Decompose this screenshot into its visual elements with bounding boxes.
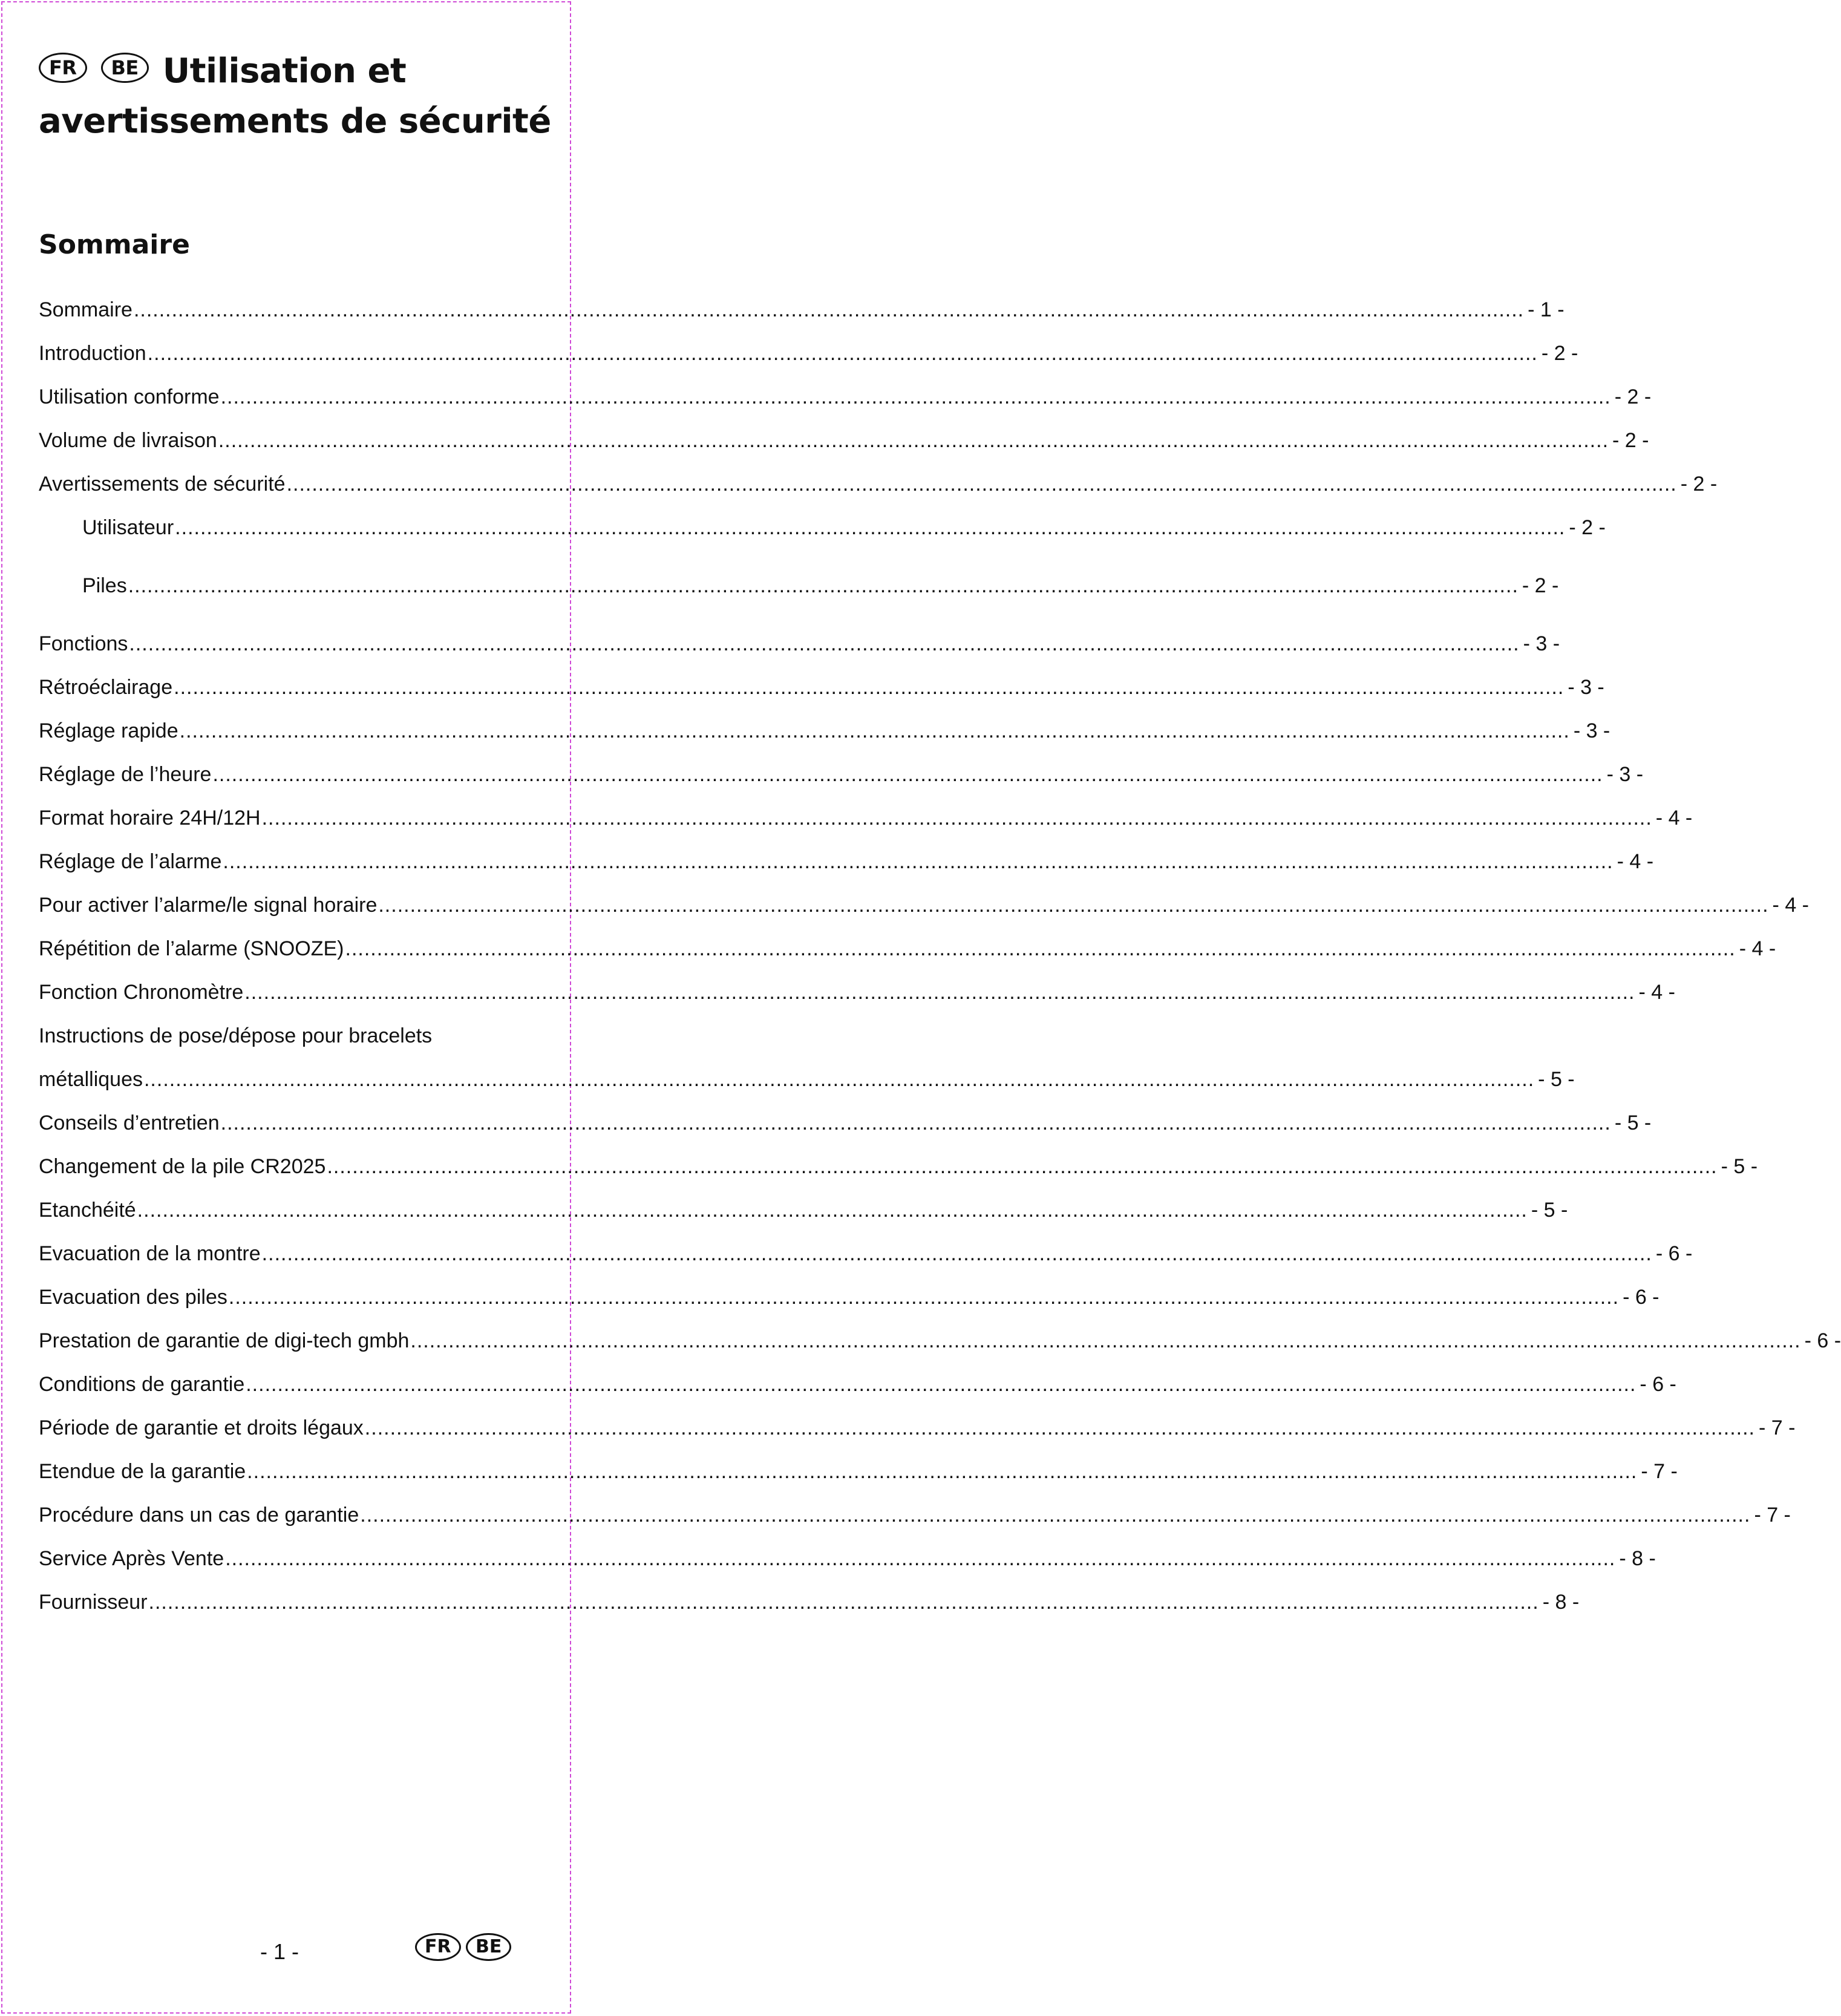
toc-page-number: - 2 -	[1680, 473, 1718, 496]
footer-badge-be: BE	[466, 1933, 511, 1961]
toc-page-number: - 2 -	[1541, 342, 1578, 365]
toc-entry	[39, 568, 1559, 604]
toc-page-number: - 2 -	[1569, 516, 1606, 539]
toc-entry	[39, 843, 1654, 880]
toc-page-number: - 4 -	[1655, 807, 1693, 830]
toc-page-number: - 3 -	[1568, 676, 1604, 699]
toc-page-number: - 5 -	[1614, 1111, 1652, 1134]
toc-leader-dots: ............................................................................................................................................................................................................................	[225, 1547, 1616, 1570]
language-badge-fr: FR	[39, 53, 87, 83]
toc-entry-text: Instructions de pose/dépose pour bracelets	[39, 1024, 433, 1047]
toc-page-number: - 3 -	[1523, 632, 1560, 655]
toc-entry	[39, 509, 1606, 546]
toc-entry	[39, 1148, 1758, 1185]
toc-page-number: - 2 -	[1612, 429, 1649, 452]
toc-leader-dots: ............................................................................................................................................................................................................................	[246, 1373, 1637, 1396]
toc-leader-dots: ............................................................................................................................................................................................................................	[148, 1591, 1539, 1614]
toc-page-number: - 2 -	[1614, 385, 1652, 408]
toc-entry	[39, 713, 1610, 749]
toc-entry	[39, 466, 1718, 502]
toc-page-number: - 7 -	[1758, 1416, 1796, 1439]
toc-entry	[39, 1192, 1568, 1228]
toc-page-number: - 6 -	[1623, 1286, 1660, 1309]
toc-leader-dots: ............................................................................................................................................................................................................................	[147, 342, 1538, 365]
toc-page-number: - 4 -	[1772, 894, 1809, 917]
toc-entry-text: Période de garantie et droits légaux	[39, 1416, 364, 1439]
toc-page-number: - 3 -	[1606, 763, 1644, 786]
toc-entry-text: Changement de la pile CR2025	[39, 1155, 326, 1178]
toc-entry-text: Fonction Chronomètre	[39, 981, 244, 1004]
toc-leader-dots: ............................................................................................................................................................................................................................	[247, 1460, 1638, 1483]
toc-entry-text: Conseils d’entretien	[39, 1111, 220, 1134]
title-line-2	[39, 96, 551, 146]
footer-page-number: - 1 -	[260, 1939, 299, 1964]
toc-leader-dots: ............................................................................................................................................................................................................................	[137, 1199, 1528, 1222]
toc-entry	[39, 931, 1776, 967]
title-line-1	[39, 45, 535, 96]
toc-leader-dots: ............................................................................................................................................................................................................................	[261, 1242, 1652, 1265]
toc-leader-dots: ............................................................................................................................................................................................................................	[218, 429, 1609, 452]
toc-entry-text: Evacuation des piles	[39, 1286, 227, 1309]
toc-page-number: - 4 -	[1739, 937, 1776, 960]
toc-entry	[39, 1279, 1660, 1315]
toc-entry-text: Introduction	[39, 342, 146, 365]
toc-leader-dots: ............................................................................................................................................................................................................................	[244, 981, 1635, 1004]
toc-leader-dots: ............................................................................................................................................................................................................................	[378, 894, 1769, 917]
toc-entry	[39, 1323, 1841, 1359]
toc-page-number: - 4 -	[1638, 981, 1675, 1004]
toc-leader-dots: ............................................................................................................................................................................................................................	[175, 516, 1566, 539]
toc-entry	[39, 1105, 1652, 1141]
toc-leader-dots: ............................................................................................................................................................................................................................	[364, 1416, 1755, 1439]
toc-leader-dots: ............................................................................................................................................................................................................................	[220, 385, 1611, 408]
toc-entry	[39, 1410, 1796, 1446]
toc-entry-text: Pour activer l’alarme/le signal horaire	[39, 894, 378, 917]
toc-leader-dots: ............................................................................................................................................................................................................................	[286, 473, 1677, 496]
language-badge-be: BE	[101, 53, 149, 83]
toc-leader-dots: ............................................................................................................................................................................................................................	[174, 676, 1565, 699]
title-text-1: Utilisation et	[162, 51, 407, 91]
toc-entry-text: Réglage rapide	[39, 719, 178, 742]
toc-leader-dots: ............................................................................................................................................................................................................................	[133, 298, 1525, 321]
toc-entry-text: Service Après Vente	[39, 1547, 224, 1570]
toc-entry	[39, 1061, 1575, 1098]
toc-leader-dots: ............................................................................................................................................................................................................................	[143, 1068, 1535, 1091]
toc-leader-dots: ............................................................................................................................................................................................................................	[410, 1329, 1801, 1352]
toc-entry	[39, 1366, 1676, 1402]
toc-entry	[39, 335, 1578, 371]
toc-entry-text: Rétroéclairage	[39, 676, 173, 699]
footer-badges	[415, 1933, 514, 1961]
footer-badge-fr: FR	[415, 1933, 461, 1961]
toc-leader-dots: ............................................................................................................................................................................................................................	[261, 807, 1652, 830]
toc-leader-dots: ............................................................................................................................................................................................................................	[327, 1155, 1718, 1178]
toc-entry-text: Volume de livraison	[39, 429, 217, 452]
toc-entry-text: Répétition de l’alarme (SNOOZE)	[39, 937, 344, 960]
toc-entry	[39, 974, 1675, 1010]
toc-entry	[39, 1540, 1656, 1577]
toc-page-number: - 5 -	[1531, 1199, 1568, 1222]
toc-entry-text: Réglage de l’heure	[39, 763, 212, 786]
toc-page-number: - 6 -	[1655, 1242, 1693, 1265]
toc-leader-dots: ............................................................................................................................................................................................................................	[212, 763, 1603, 786]
toc-page-number: - 8 -	[1542, 1591, 1580, 1614]
toc-leader-dots: ............................................................................................................................................................................................................................	[179, 719, 1570, 742]
toc-page-number: - 5 -	[1538, 1068, 1575, 1091]
toc-page-number: - 7 -	[1754, 1504, 1791, 1527]
toc-page-number: - 7 -	[1641, 1460, 1678, 1483]
toc-entry	[39, 1497, 1791, 1533]
toc-page-number: - 4 -	[1617, 850, 1654, 873]
toc-entry-text: Sommaire	[39, 298, 132, 321]
toc-entry-text: Etanchéité	[39, 1199, 136, 1222]
toc-page-number: - 5 -	[1721, 1155, 1758, 1178]
toc-entry-text: Réglage de l’alarme	[39, 850, 222, 873]
toc-page-number: - 1 -	[1528, 298, 1565, 321]
toc-entry	[39, 1235, 1693, 1272]
toc-entry-text: Conditions de garantie	[39, 1373, 245, 1396]
toc-entry	[39, 887, 1809, 923]
toc-entry	[39, 1584, 1580, 1620]
toc-leader-dots: ............................................................................................................................................................................................................................	[223, 850, 1614, 873]
toc-entry-text: métalliques	[39, 1068, 143, 1091]
toc-entry	[39, 756, 1644, 793]
toc-page-number: - 2 -	[1522, 574, 1559, 597]
toc-leader-dots: ............................................................................................................................................................................................................................	[345, 937, 1736, 960]
toc-heading: Sommaire	[39, 229, 190, 260]
toc-entry	[39, 422, 1649, 459]
document-title	[39, 45, 551, 146]
toc-page-number: - 6 -	[1804, 1329, 1841, 1352]
toc-entry-text: Etendue de la garantie	[39, 1460, 246, 1483]
title-text-2: avertissements de sécurité	[39, 101, 551, 141]
toc-entry	[39, 669, 1604, 705]
toc-entry-text: Fournisseur	[39, 1591, 148, 1614]
toc-entry	[39, 292, 1565, 328]
toc-leader-dots: ............................................................................................................................................................................................................................	[228, 1286, 1620, 1309]
toc-entry-text: Utilisation conforme	[39, 385, 220, 408]
toc-entry	[39, 800, 1693, 836]
toc-entry-text: Utilisateur	[82, 516, 174, 539]
toc-entry-text: Format horaire 24H/12H	[39, 807, 261, 830]
toc-entry-text: Piles	[82, 574, 127, 597]
toc-page-number: - 3 -	[1573, 719, 1610, 742]
toc-leader-dots: ............................................................................................................................................................................................................................	[128, 574, 1519, 597]
toc-leader-dots: ............................................................................................................................................................................................................................	[220, 1111, 1611, 1134]
toc-entry-text: Procédure dans un cas de garantie	[39, 1504, 359, 1527]
toc-entry	[39, 1453, 1678, 1490]
toc-leader-dots: ............................................................................................................................................................................................................................	[360, 1504, 1751, 1527]
toc-entry	[39, 626, 1560, 662]
toc-page-number: - 6 -	[1640, 1373, 1676, 1396]
toc-page-number: - 8 -	[1619, 1547, 1656, 1570]
toc-entry-text: Evacuation de la montre	[39, 1242, 261, 1265]
toc-entry	[39, 379, 1652, 415]
toc-leader-dots: ............................................................................................................................................................................................................................	[129, 632, 1520, 655]
toc-entry-text: Prestation de garantie de digi-tech gmbh	[39, 1329, 410, 1352]
toc-entry-text: Fonctions	[39, 632, 128, 655]
toc-entry-text: Avertissements de sécurité	[39, 473, 286, 496]
